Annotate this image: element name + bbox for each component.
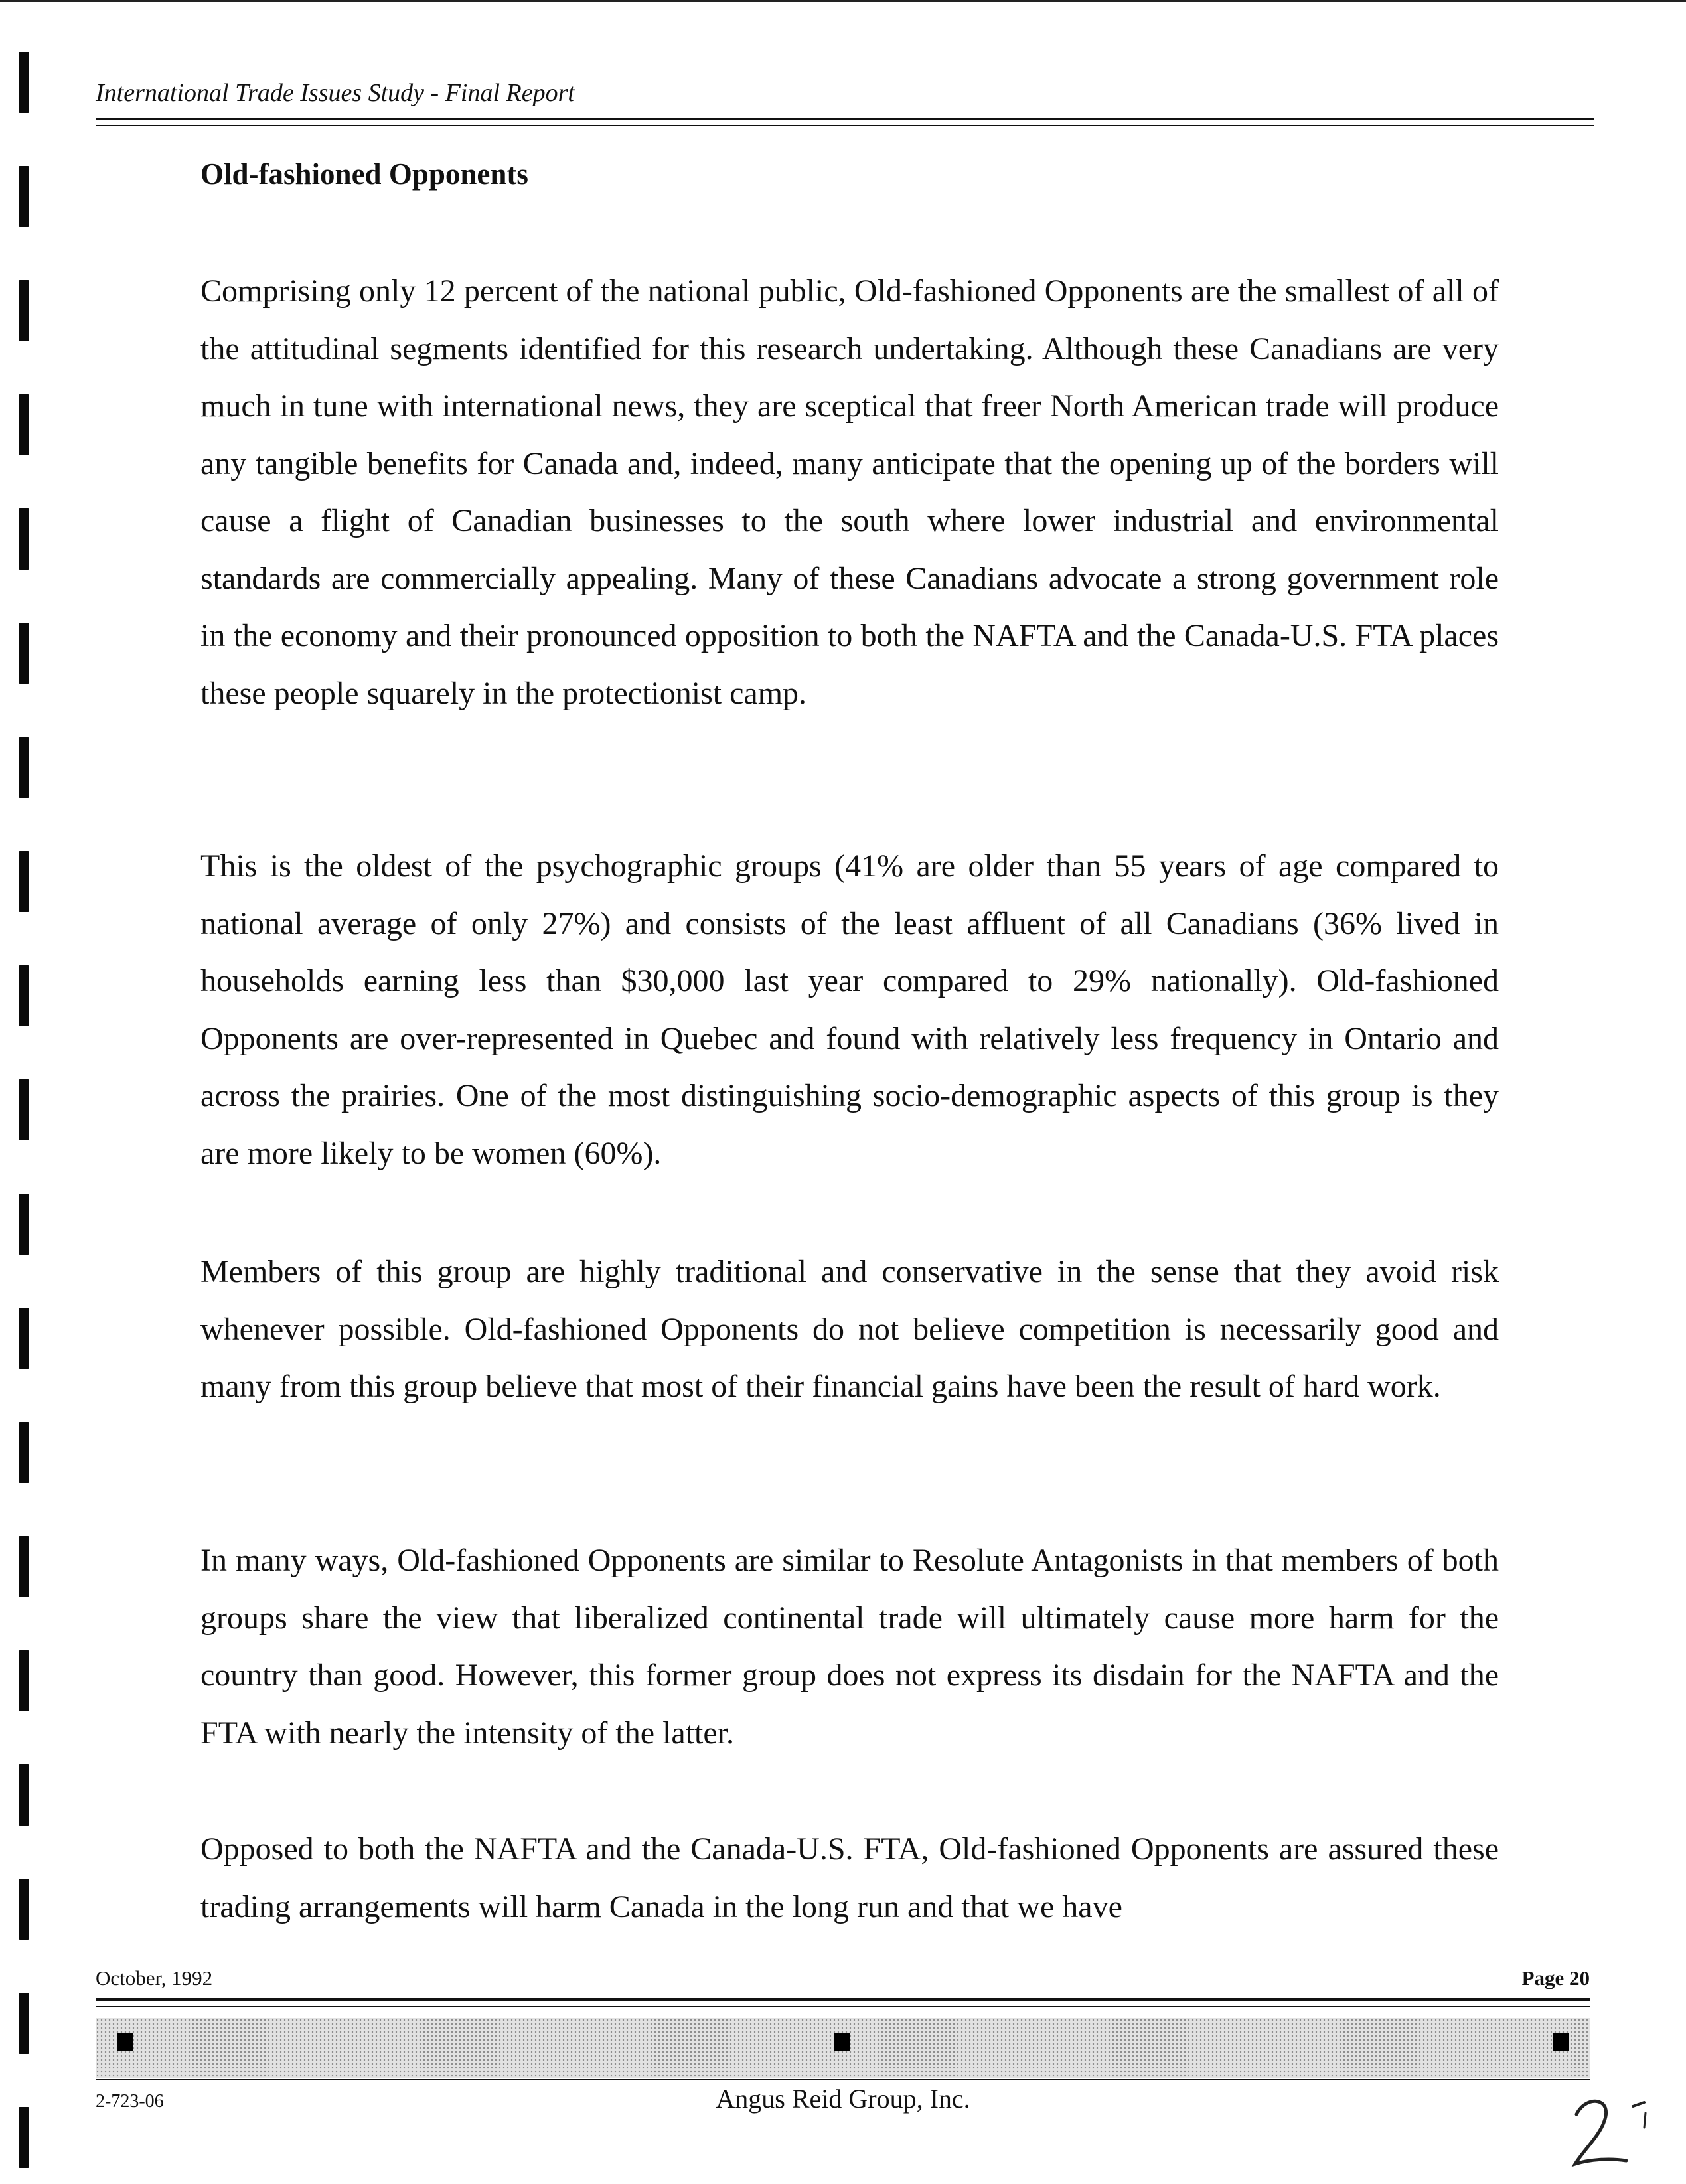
binder-mark bbox=[19, 965, 29, 1026]
binder-mark bbox=[19, 851, 29, 912]
band-square-icon bbox=[1553, 2033, 1569, 2051]
binder-mark bbox=[19, 1993, 29, 2054]
paragraph: In many ways, Old-fashioned Opponents are similar to Resolute Antagonists in that members of both groups share the view that liberalized continental trade will ultimately cause more harm for the country than good. However, this former group does not express its disdain for the NAFTA and the FTA with nearly the intensity of the latter. bbox=[200, 1543, 1499, 1751]
binder-hole-marks bbox=[13, 40, 40, 2184]
footer-rule-thick bbox=[96, 1998, 1590, 2001]
binder-mark bbox=[19, 623, 29, 684]
binder-mark bbox=[19, 2107, 29, 2168]
document-code: 2-723-06 bbox=[96, 2091, 164, 2112]
footer-page-number: Page 20 bbox=[1521, 1966, 1590, 1989]
binder-mark bbox=[19, 1308, 29, 1369]
binder-mark bbox=[19, 280, 29, 341]
footer-rule-thin bbox=[96, 2006, 1590, 2007]
header-rule-thin bbox=[96, 125, 1594, 126]
binder-mark bbox=[19, 1650, 29, 1711]
company-name: Angus Reid Group, Inc. bbox=[716, 2084, 970, 2114]
header-rule-thick bbox=[96, 118, 1594, 120]
running-header-title: International Trade Issues Study - Final Report bbox=[96, 79, 575, 107]
footer-decorative-band bbox=[96, 2018, 1590, 2078]
binder-mark bbox=[19, 166, 29, 227]
binder-mark bbox=[19, 737, 29, 798]
paragraph: This is the oldest of the psychographic groups (41% are older than 55 years of age compared to national average of only 27%) and consists of the least affluent of all Canadians (36% lived in households earning less than $30,000 last year compared to 29% nationally). Old-fashioned Opponents are over-represented in Quebec and found with relatively less frequency in Ontario and across the prairies. One of the most distinguishing socio-demographic aspects of this group is they are more likely to be women (60%). bbox=[200, 848, 1499, 1171]
binder-mark bbox=[19, 394, 29, 455]
binder-mark bbox=[19, 1079, 29, 1140]
paragraph: Members of this group are highly traditional and conservative in the sense that they avoid risk whenever possible. Old-fashioned Opponents do not believe competition is necessarily good and many from this group believe that most of their financial gains have been the result of hard work. bbox=[200, 1254, 1499, 1404]
footer-rule-lower bbox=[96, 2079, 1590, 2080]
binder-mark bbox=[19, 1764, 29, 1826]
footer-date: October, 1992 bbox=[96, 1966, 213, 1989]
top-edge-rule bbox=[0, 0, 1686, 2]
binder-mark bbox=[19, 1422, 29, 1483]
section-title: Old-fashioned Opponents bbox=[200, 157, 528, 191]
binder-mark bbox=[19, 1879, 29, 1940]
binder-mark bbox=[19, 508, 29, 570]
binder-mark bbox=[19, 52, 29, 113]
binder-mark bbox=[19, 1194, 29, 1255]
binder-mark bbox=[19, 1536, 29, 1597]
band-square-icon bbox=[834, 2033, 850, 2051]
paragraph: Comprising only 12 percent of the national public, Old-fashioned Opponents are the smallest of all of the attitudinal segments identified for this research undertaking. Although these Canadians are very much in tune with international news, they are sceptical that freer North American trade will produce any tangible benefits for Canada and, indeed, many anticipate that the opening up of the borders will cause a flight of Canadian businesses to the south where lower industrial and environmental standards are commercially appealing. Many of these Canadians advocate a strong government role in the economy and their pronounced opposition to both the NAFTA and the Canada-U.S. FTA places these people squarely in the protectionist camp. bbox=[200, 273, 1499, 711]
paragraph: Opposed to both the NAFTA and the Canada-U.S. FTA, Old-fashioned Opponents are assured these trading arrangements will harm Canada in the long run and that we have bbox=[200, 1832, 1499, 1924]
handwritten-mark-icon bbox=[1563, 2088, 1656, 2174]
band-square-icon bbox=[117, 2033, 133, 2051]
